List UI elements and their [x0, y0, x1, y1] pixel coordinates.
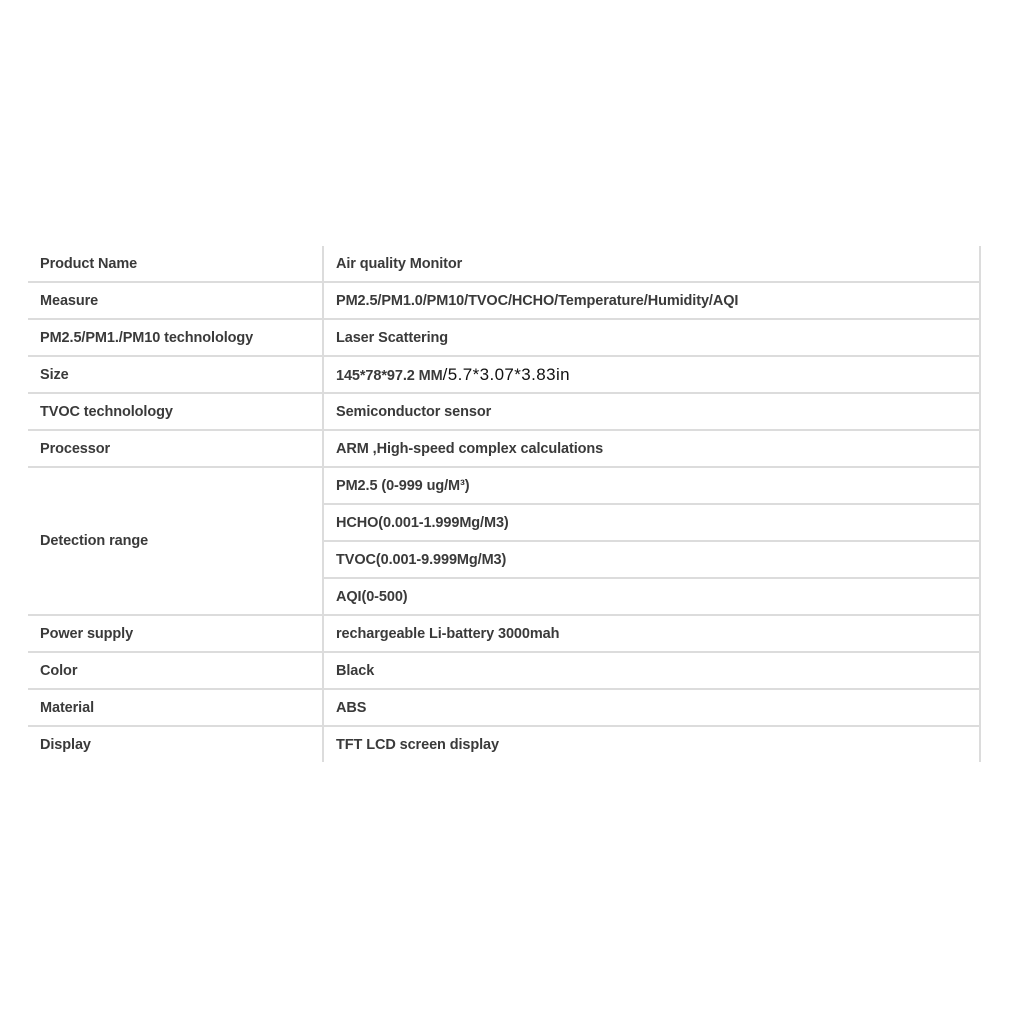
table-row	[28, 282, 980, 319]
spec-value: AQI(0-500)	[323, 578, 980, 615]
spec-label: Product Name	[28, 246, 323, 282]
table-row	[28, 467, 980, 504]
spec-label: Power supply	[28, 615, 323, 652]
spec-value: PM2.5 (0-999 ug/M³)	[323, 467, 980, 504]
spec-value: Air quality Monitor	[323, 246, 980, 282]
spec-value: ABS	[323, 689, 980, 726]
table-row	[28, 652, 980, 689]
spec-label: Size	[28, 356, 323, 393]
spec-value: ARM ,High-speed complex calculations	[323, 430, 980, 467]
spec-label: Display	[40, 736, 91, 753]
spec-value: Laser Scattering	[323, 319, 980, 356]
size-imperial: /5.7*3.07*3.83in	[442, 364, 571, 384]
table-row	[28, 356, 980, 393]
table-row	[28, 393, 980, 430]
spec-value: rechargeable Li-battery 3000mah	[323, 615, 980, 652]
table-row	[28, 319, 980, 356]
spec-label: Color	[28, 652, 323, 689]
spec-label: Material	[28, 689, 323, 726]
table-row	[28, 689, 980, 726]
spec-value: TVOC(0.001-9.999Mg/M3)	[323, 541, 980, 578]
spec-value: TFT LCD screen display	[323, 726, 980, 762]
table-row	[28, 246, 980, 282]
product-spec-table	[28, 246, 981, 762]
spec-value: Black	[323, 652, 980, 689]
spec-label: Processor	[28, 430, 323, 467]
spec-label: PM2.5/PM1./PM10 technolology	[28, 319, 323, 356]
spec-value: PM2.5/PM1.0/PM10/TVOC/HCHO/Temperature/Humidity/AQI	[323, 282, 980, 319]
size-metric: 145*78*97.2 MM	[336, 367, 443, 384]
spec-value	[323, 356, 980, 393]
spec-label: Measure	[28, 282, 323, 319]
spec-label: TVOC technolology	[28, 393, 323, 430]
spec-label: Detection range	[28, 467, 323, 615]
spec-value: Semiconductor sensor	[323, 393, 980, 430]
spec-value: HCHO(0.001-1.999Mg/M3)	[323, 504, 980, 541]
table-row	[28, 726, 980, 762]
table-row	[28, 430, 980, 467]
table-row	[28, 615, 980, 652]
